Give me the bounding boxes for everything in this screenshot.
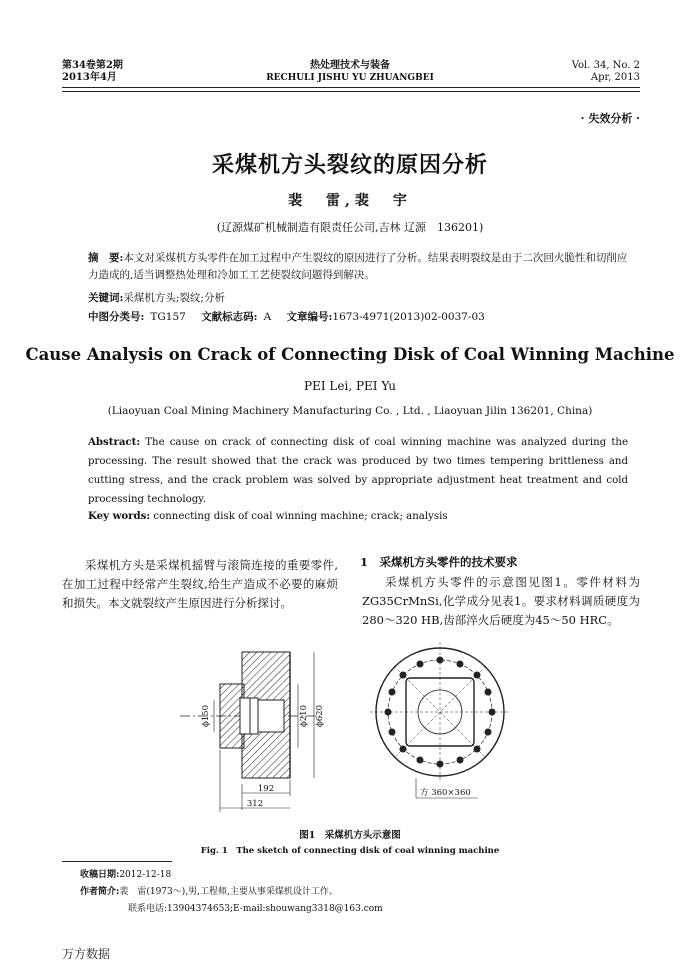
section-view-drawing <box>180 652 320 812</box>
header-date-en: Apr, 2013 <box>590 72 640 83</box>
affiliation-cn: (辽源煤矿机械制造有限责任公司,吉林 辽源 136201) <box>216 221 484 234</box>
title-en: Cause Analysis on Crack of Connecting Disk of Coal Winning Machine <box>25 345 675 364</box>
dim-square: 方 360×360 <box>420 788 471 798</box>
authors-en: PEI Lei, PEI Yu <box>304 379 396 393</box>
bore-left <box>240 698 258 734</box>
figure-caption-en: Fig. 1 The sketch of connecting disk of coal winning machine <box>200 846 500 856</box>
keywords-en-text: connecting disk of coal winning machine; crack; analysis <box>150 511 448 522</box>
article-no-label: 文章编号: <box>286 311 333 323</box>
section1-heading: 1 采煤机方头零件的技术要求 <box>360 555 518 569</box>
doc-code-value: A <box>263 311 272 323</box>
author-bio-value: 裴 雷(1973～),男,工程师,主要从事采煤机设计工作。 <box>119 887 338 897</box>
clc-value: TG157 <box>150 311 186 323</box>
header-volume: 第34卷第2期 <box>62 60 123 71</box>
keywords-en <box>88 510 448 522</box>
received-label: 收稿日期: <box>80 870 120 880</box>
dim-312: 312 <box>246 799 264 809</box>
article-no-value: 1673-4971(2013)02-0037-03 <box>332 311 485 323</box>
abstract-cn <box>88 250 628 284</box>
keywords-en-label: Key words: <box>88 510 151 522</box>
figure-caption-cn: 图1 采煤机方头示意图 <box>299 830 401 841</box>
abstract-cn-text: 本文对采煤机方头零件在加工过程中产生裂纹的原因进行了分析。结果表明裂纹是由于二次回火脆性和切削应力造成的,适当调整热处理和冷加工工艺使裂纹问题得到解决。 <box>88 252 628 281</box>
figure-1 <box>0 640 700 825</box>
footnote-received <box>80 867 171 883</box>
section1-paragraph: 采煤机方头零件的示意图见图1。零件材料为ZG35CrMnSi,化学成分见表1。要求材料调质硬度为280～320 HB,齿部淬火后硬度为45～50 HRC。 <box>362 575 640 627</box>
header-vol-no: Vol. 34, No. 2 <box>571 60 640 71</box>
dim-phi150: ϕ150 <box>201 704 211 728</box>
footnote-rule <box>62 861 172 862</box>
abstract-en <box>88 433 628 509</box>
title-cn: 采煤机方头裂纹的原因分析 <box>211 152 488 178</box>
watermark: 万方数据 <box>62 947 111 961</box>
header-date-cn: 2013年4月 <box>62 72 117 83</box>
abstract-cn-label: 摘 要: <box>88 252 124 264</box>
dim-phi210: ϕ210 <box>299 704 309 728</box>
header-volume-en <box>572 60 640 84</box>
classification-line <box>88 309 497 324</box>
received-value: 2012-12-18 <box>119 870 172 880</box>
keywords-cn-label: 关键词: <box>88 292 124 304</box>
clc-label: 中图分类号: <box>88 311 145 323</box>
footnote-author <box>80 884 338 900</box>
abstract-en-label: Abstract: <box>88 436 141 448</box>
authors-cn: 裴 雷,裴 宇 <box>288 193 412 209</box>
front-view-drawing <box>370 642 510 798</box>
affiliation-en: (Liaoyuan Coal Mining Machinery Manufacturing Co. , Ltd. , Liaoyuan Jilin 136201, China) <box>107 405 593 417</box>
body-intro-paragraph: 采煤机方头是采煤机摇臂与滚筒连接的重要零件,在加工过程中经常产生裂纹,给生产造成不必要的麻烦和损失。本文就裂纹产生原因进行分析探讨。 <box>62 558 338 610</box>
keywords-cn-text: 采煤机方头;裂纹;分析 <box>123 292 225 304</box>
footnote-contact: 联系电话:13904374653;E-mail:shouwang3318@163.com <box>128 904 383 914</box>
section-tag: · 失效分析 · <box>580 112 640 125</box>
keywords-cn <box>88 290 225 305</box>
header-journal-pinyin: RECHULI JISHU YU ZHUANGBEI <box>266 73 434 83</box>
header-journal-cn: 热处理技术与装备 <box>310 60 390 71</box>
header-rule-thin <box>62 91 640 92</box>
doc-code-label: 文献标志码: <box>201 311 258 323</box>
dim-192: 192 <box>257 784 275 794</box>
abstract-en-text: The cause on crack of connecting disk of coal winning machine was analyzed during the processing. The result showed that the crack was produced by two times tempering brittleness and cutting stress, and the crack problem was solved by appropriate adjustment heat treatment and cold processing technology. <box>88 437 628 505</box>
bore-right <box>258 700 284 732</box>
header-rule-thick <box>62 87 640 88</box>
dim-phi620: ϕ620 <box>315 704 325 728</box>
author-bio-label: 作者简介: <box>80 887 120 897</box>
